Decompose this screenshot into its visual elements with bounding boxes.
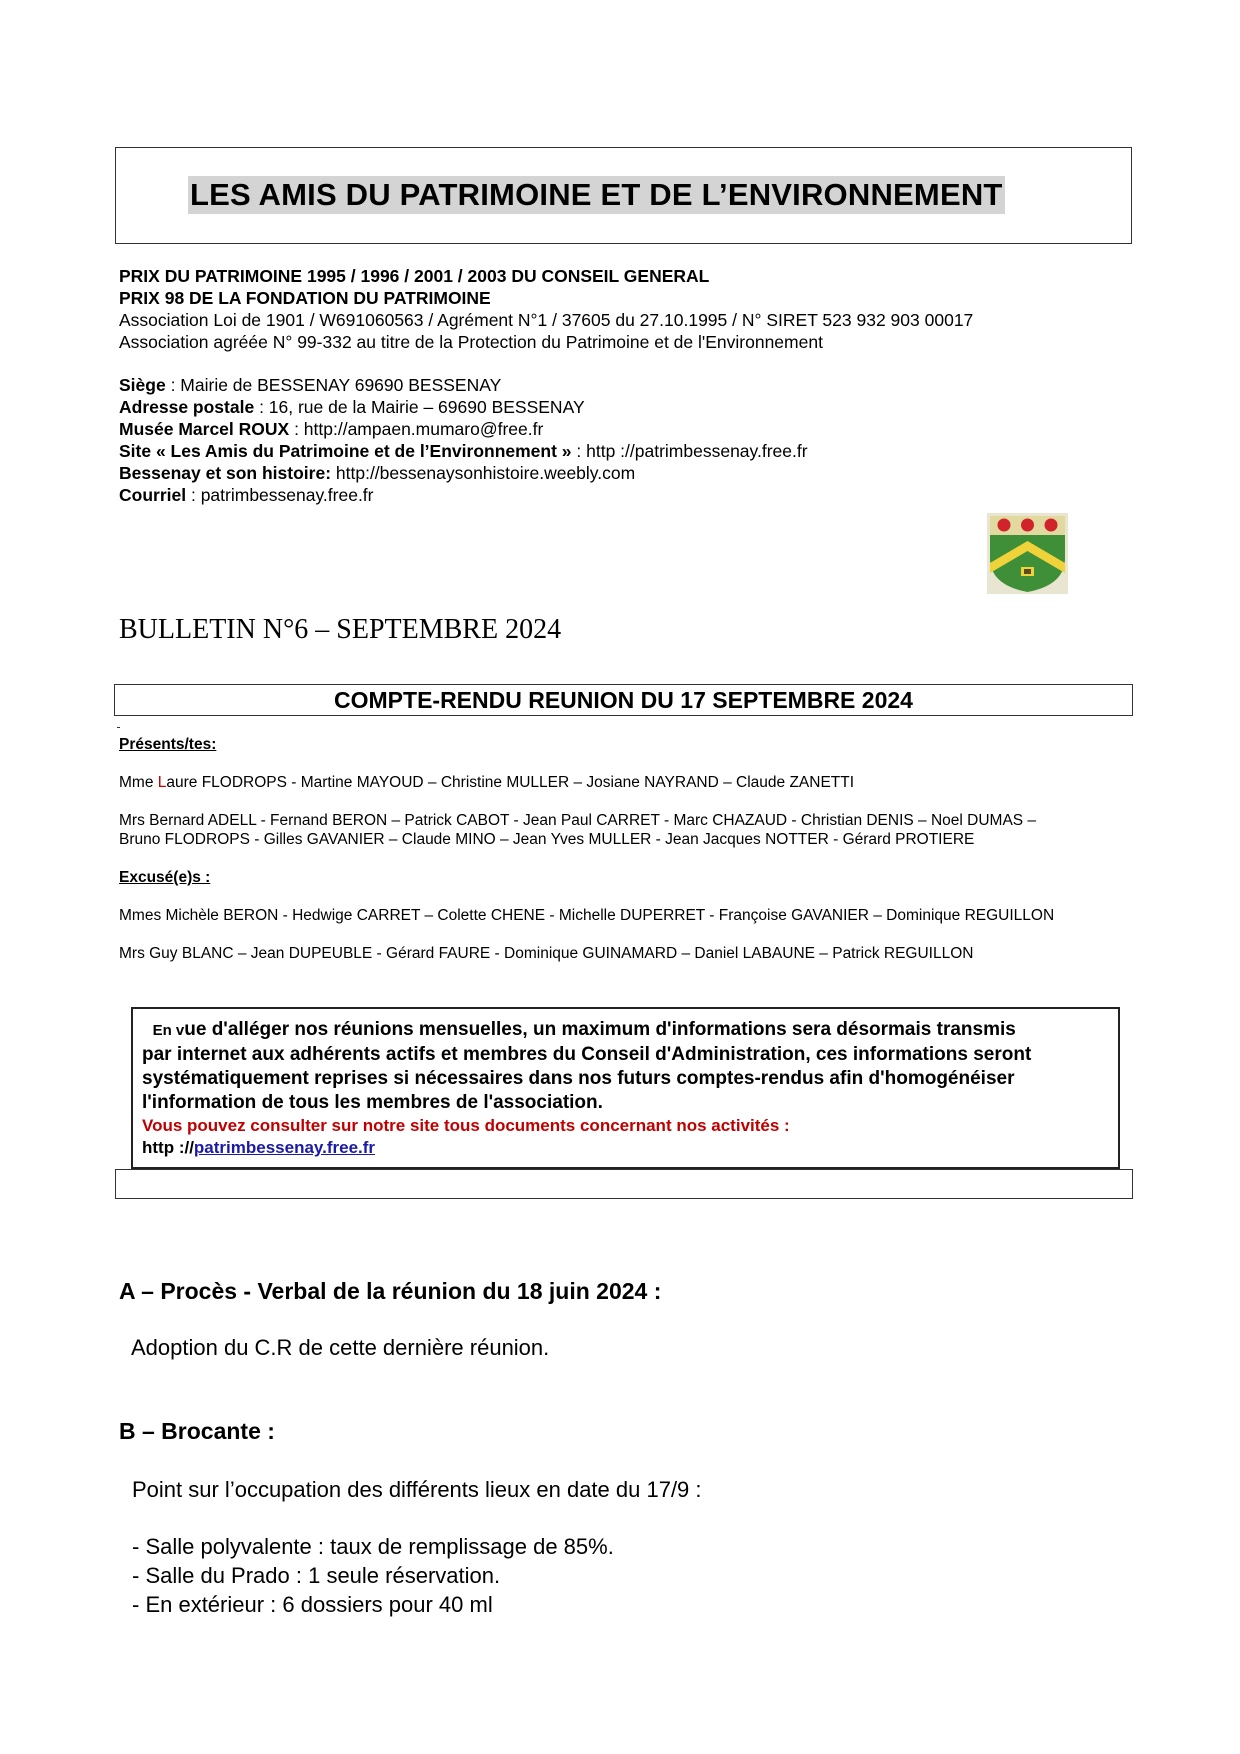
section-a-body: Adoption du C.R de cette dernière réunion. xyxy=(131,1335,550,1360)
contact-label: Courriel xyxy=(119,485,187,505)
presents-mrs-line1: Mrs Bernard ADELL - Fernand BERON – Patrick CABOT - Jean Paul CARRET - Marc CHAZAUD - Christian DENIS – Noel DUMAS – xyxy=(119,812,1037,829)
contact-label: Site « Les Amis du Patrimoine et de l’Environnement » xyxy=(119,441,572,461)
info-link-line xyxy=(142,1137,1110,1159)
section-b-intro: Point sur l’occupation des différents lieux en date du 17/9 : xyxy=(132,1477,702,1502)
excuses-heading: Excusé(e)s : xyxy=(119,869,211,886)
bulletin-title: BULLETIN N°6 – SEPTEMBRE 2024 xyxy=(119,614,562,645)
contact-adresse xyxy=(119,396,585,418)
section-b-title: B – Brocante : xyxy=(119,1418,275,1444)
info-line-4: l'information de tous les membres de l'association. xyxy=(142,1092,603,1113)
coat-of-arms-logo xyxy=(987,513,1068,594)
list-item: - Salle polyvalente : taux de remplissage de 85%. xyxy=(132,1534,614,1559)
list-item: - En extérieur : 6 dossiers pour 40 ml xyxy=(132,1592,493,1617)
info-red-line: Vous pouvez consulter sur notre site tous documents concernant nos activités : xyxy=(142,1116,790,1135)
page-title: LES AMIS DU PATRIMOINE ET DE L’ENVIRONNEMENT xyxy=(190,177,1003,212)
mme-rest: aure FLODROPS - Martine MAYOUD – Christine MULLER – Josiane NAYRAND – Claude ZANETTI xyxy=(166,774,855,791)
title-box xyxy=(115,147,1132,244)
excuses-mmes: Mmes Michèle BERON - Hedwige CARRET – Colette CHENE - Michelle DUPERRET - Françoise GAVANIER – Dominique REGUILLON xyxy=(119,907,1055,924)
info-link-prefix: http :// xyxy=(142,1138,194,1157)
excuses-mrs: Mrs Guy BLANC – Jean DUPEUBLE - Gérard FAURE - Dominique GUINAMARD – Daniel LABAUNE – Patrick REGUILLON xyxy=(119,945,974,962)
contact-label: Bessenay et son histoire: xyxy=(119,463,332,483)
presents-mme xyxy=(119,773,854,793)
site-link[interactable]: patrimbessenay.free.fr xyxy=(193,1138,376,1157)
contact-histoire xyxy=(119,462,635,484)
info-line-2: par internet aux adhérents actifs et membres du Conseil d'Administration, ces informations seront xyxy=(142,1044,1032,1065)
contact-value[interactable]: : http://ampaen.mumaro@free.fr xyxy=(289,419,544,439)
contact-siege xyxy=(119,374,501,396)
contact-label: Adresse postale xyxy=(119,397,255,417)
prix-conseil-general: PRIX DU PATRIMOINE 1995 / 1996 / 2001 / 2003 DU CONSEIL GENERAL xyxy=(119,266,710,286)
section-a-title: A – Procès - Verbal de la réunion du 18 juin 2024 : xyxy=(119,1278,662,1304)
contact-musee xyxy=(119,418,543,440)
association-agreement: Association agréée N° 99-332 au titre de la Protection du Patrimoine et de l'Environnement xyxy=(119,332,823,352)
presents-heading: Présents/tes: xyxy=(119,736,217,753)
list-item: - Salle du Prado : 1 seule réservation. xyxy=(132,1563,501,1588)
contact-value[interactable]: : http ://patrimbessenay.free.fr xyxy=(571,441,808,461)
contact-value[interactable]: http://bessenaysonhistoire.weebly.com xyxy=(331,463,636,483)
presents-mrs-line2: Bruno FLODROPS - Gilles GAVANIER – Claude MINO – Jean Yves MULLER - Jean Jacques NOTTER - Gérard PROTIERE xyxy=(119,831,975,848)
contact-site xyxy=(119,440,808,462)
info-lead-small: En v xyxy=(152,1022,185,1039)
info-box xyxy=(131,1007,1120,1169)
contact-label: Musée Marcel ROUX xyxy=(119,419,290,439)
mme-red-letter: L xyxy=(157,774,167,791)
contact-value: : Mairie de BESSENAY 69690 BESSENAY xyxy=(165,375,502,395)
association-info: Association Loi de 1901 / W691060563 / Agrément N°1 / 37605 du 27.10.1995 / N° SIRET 523 932 903 00017 xyxy=(119,310,974,330)
mme-prefix: Mme xyxy=(119,774,158,791)
info-line-1-text: ue d'alléger nos réunions mensuelles, un maximum d'informations sera désormais transmis xyxy=(184,1019,1016,1040)
small-dash xyxy=(117,727,120,728)
empty-box xyxy=(115,1169,1133,1199)
contact-courriel xyxy=(119,484,374,506)
info-line-1 xyxy=(142,1018,1110,1043)
compte-rendu-title: COMPTE-RENDU REUNION DU 17 SEPTEMBRE 2024 xyxy=(114,684,1133,716)
contact-value: : 16, rue de la Mairie – 69690 BESSENAY xyxy=(254,397,585,417)
info-line-3: systématiquement reprises si nécessaires dans nos futurs comptes-rendus afin d'homogénéiser xyxy=(142,1068,1015,1089)
contact-value[interactable]: : patrimbessenay.free.fr xyxy=(186,485,374,505)
prix-fondation: PRIX 98 DE LA FONDATION DU PATRIMOINE xyxy=(119,288,491,308)
contact-label: Siège xyxy=(119,375,166,395)
